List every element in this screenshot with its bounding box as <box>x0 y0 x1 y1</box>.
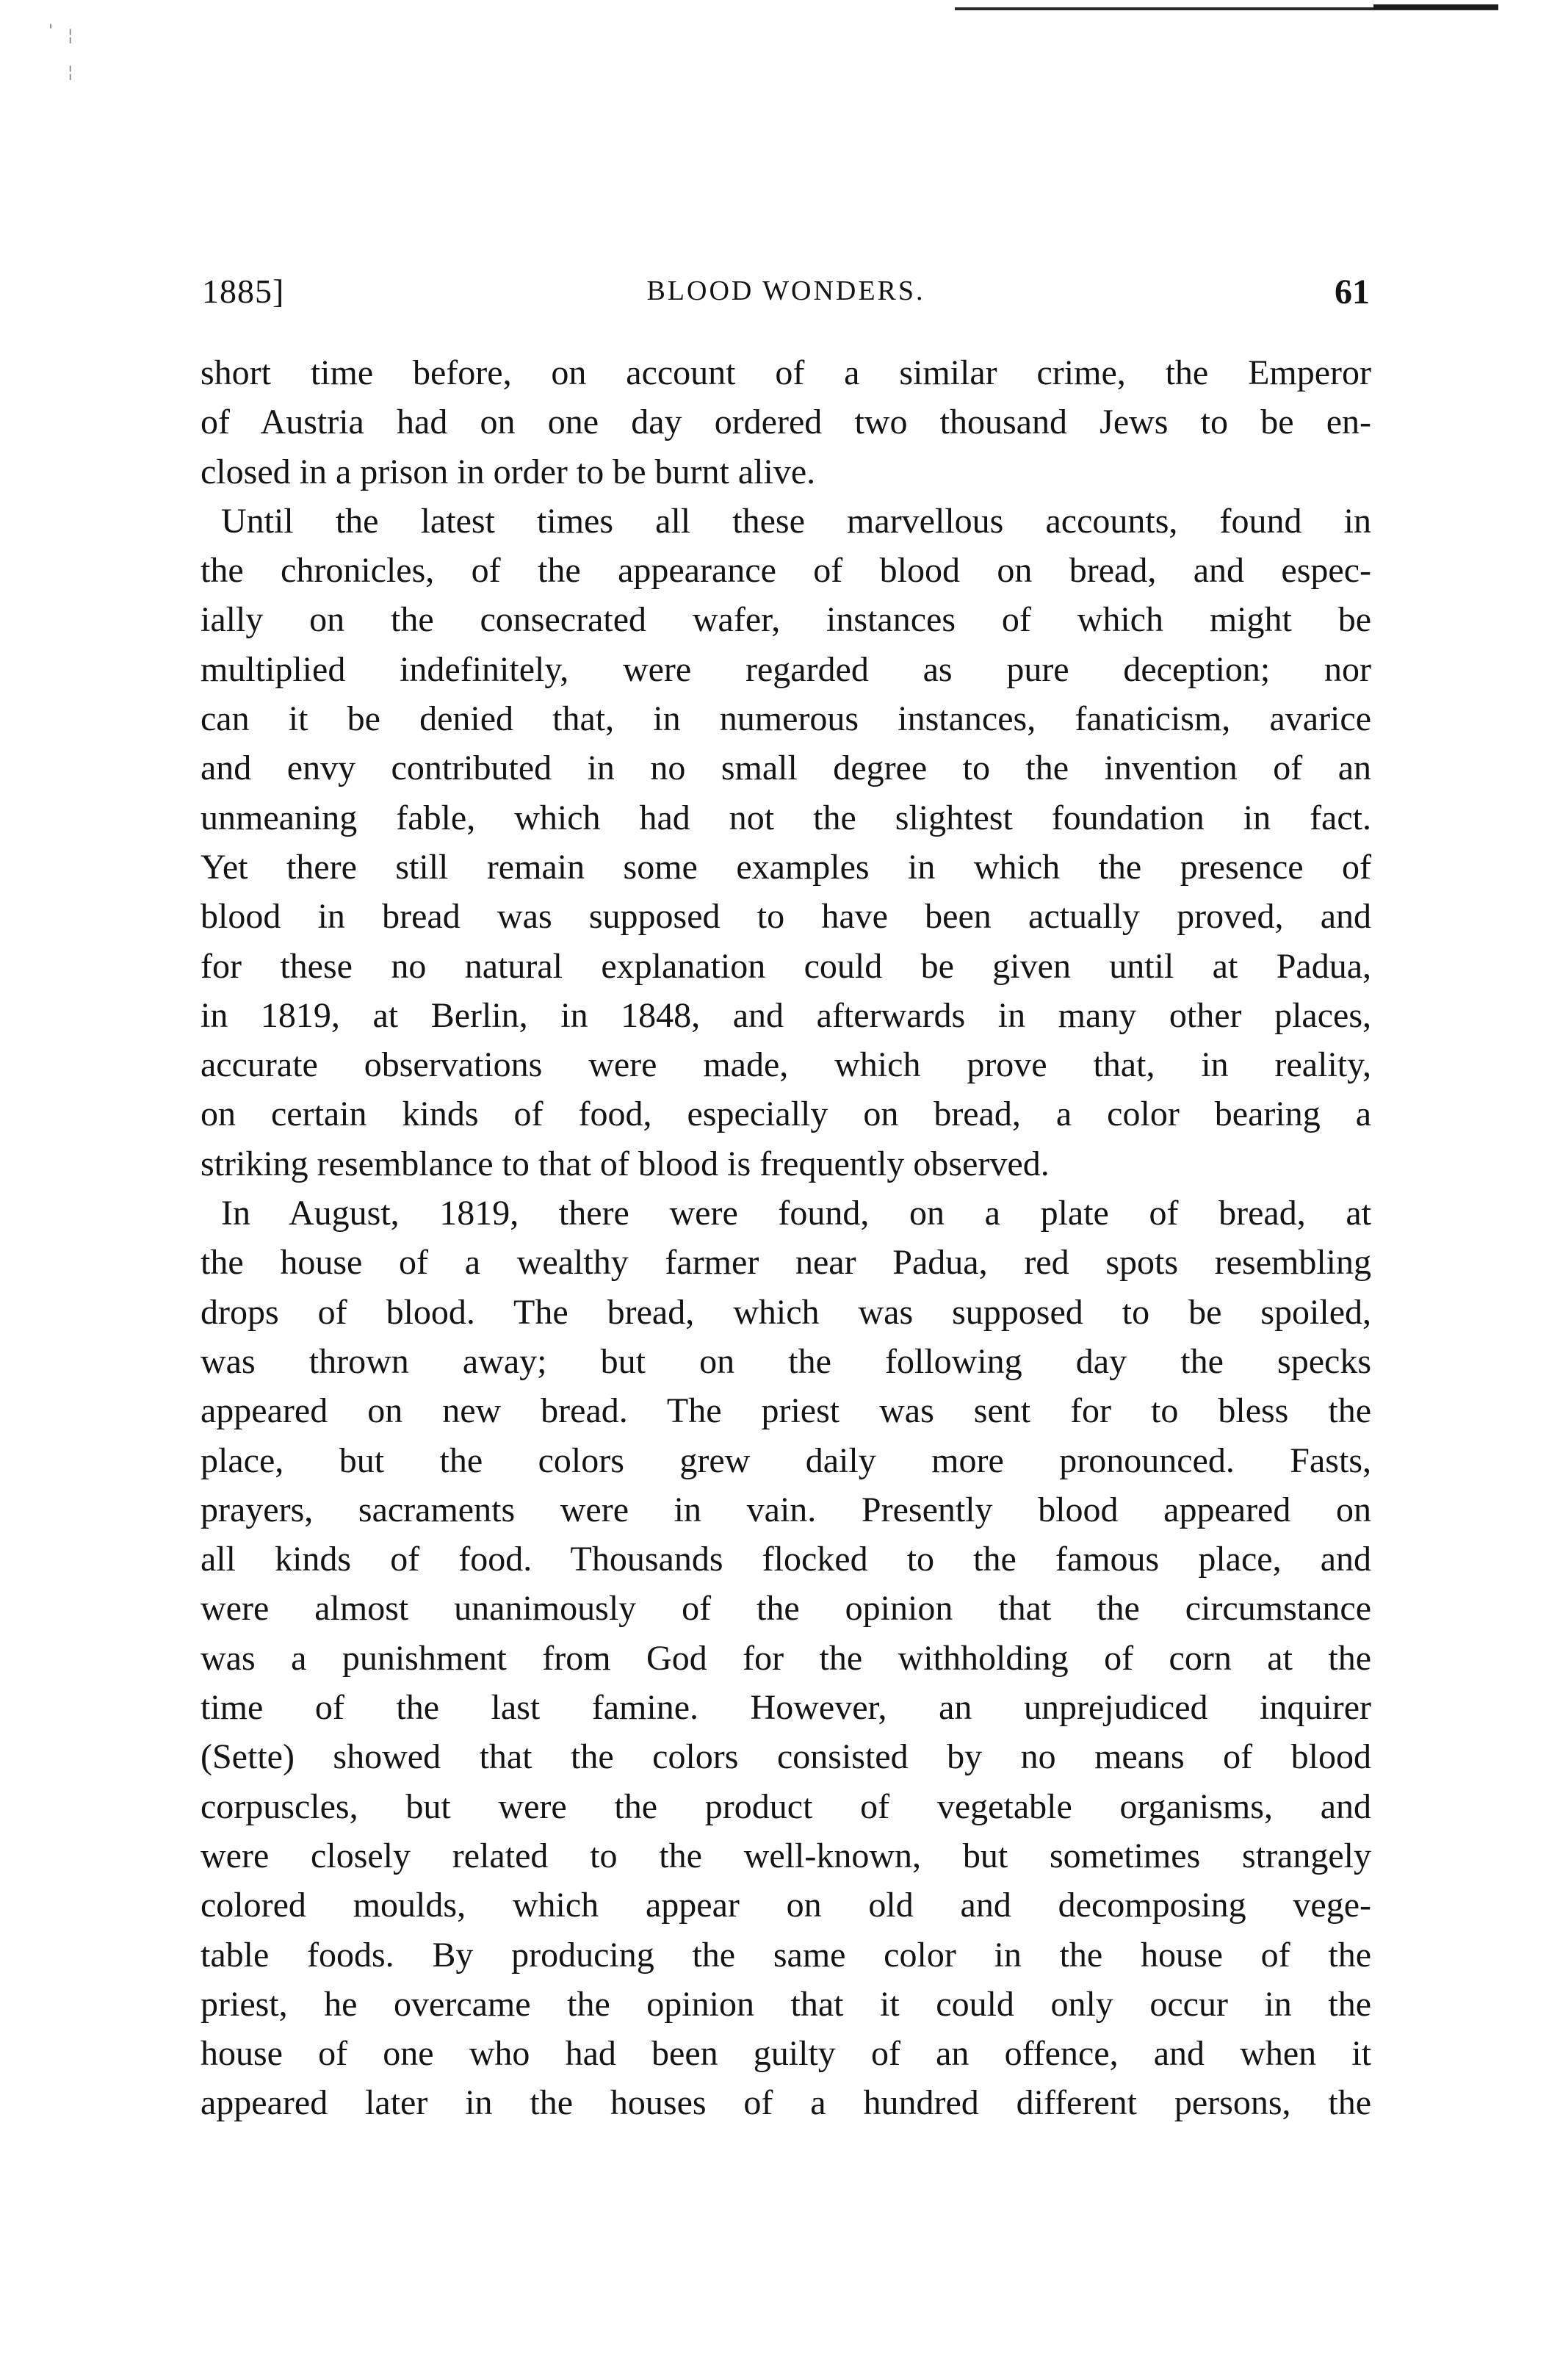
text-line: place, but the colors grew daily more pronounced. Fasts, <box>201 1440 1371 1480</box>
text-line: colored moulds, which appear on old and decomposing vege- <box>201 1886 1371 1925</box>
text-line: multiplied indefinitely, were regarded as pure deception; nor <box>201 649 1371 689</box>
text-line: (Sette) showed that the colors consisted by no means of blood <box>201 1737 1371 1777</box>
text-line: were almost unanimously of the opinion that the circumstance <box>201 1589 1371 1629</box>
text-line: short time before, on account of a similar crime, the Emperor <box>201 353 1371 392</box>
text-line: Yet there still remain some examples in which the presence of <box>201 847 1371 887</box>
text-line: ially on the consecrated wafer, instances of which might be <box>201 600 1371 640</box>
text-line: for these no natural explanation could be given until at Padua, <box>201 946 1371 986</box>
header-year: 1885] <box>202 273 285 310</box>
text-line: of Austria had on one day ordered two thousand Jews to be en- <box>201 403 1371 442</box>
text-line: priest, he overcame the opinion that it could only occur in the <box>201 1984 1371 2024</box>
text-line: house of one who had been guilty of an offence, and when it <box>201 2034 1371 2074</box>
text-line: all kinds of food. Thousands flocked to the famous place, and <box>201 1540 1371 1579</box>
text-line: was thrown away; but on the following day the specks <box>201 1341 1371 1381</box>
text-line: time of the last famine. However, an unprejudiced inquirer <box>201 1688 1371 1728</box>
text-line: unmeaning fable, which had not the slightest foundation in fact. <box>201 798 1371 837</box>
header-title: BLOOD WONDERS. <box>646 275 925 306</box>
text-line: appeared on new bread. The priest was sent for to bless the <box>201 1391 1371 1431</box>
text-line: were closely related to the well-known, but sometimes strangely <box>201 1836 1371 1875</box>
text-line: accurate observations were made, which prove that, in reality, <box>201 1045 1371 1085</box>
text-line: was a punishment from God for the withholding of corn at the <box>201 1638 1371 1678</box>
text-line: table foods. By producing the same color in the house of the <box>201 1935 1371 1975</box>
text-line: and envy contributed in no small degree to the invention of an <box>201 749 1371 788</box>
scan-margin-mark: ¦ <box>68 63 73 82</box>
text-line: prayers, sacraments were in vain. Presently blood appeared on <box>201 1490 1371 1529</box>
text-line: In August, 1819, there were found, on a plate of bread, at <box>221 1194 1371 1233</box>
text-line: on certain kinds of food, especially on bread, a color bearing a <box>201 1095 1371 1134</box>
text-line: Until the latest times all these marvellous accounts, found in <box>221 501 1371 541</box>
text-line: blood in bread was supposed to have been actually proved, and <box>201 897 1371 937</box>
scan-margin-mark: ' <box>48 22 54 40</box>
text-line: corpuscles, but were the product of vegetable organisms, and <box>201 1786 1371 1826</box>
text-line: in 1819, at Berlin, in 1848, and afterwards in many other places, <box>201 995 1371 1035</box>
running-header <box>202 272 1370 316</box>
text-line: drops of blood. The bread, which was supposed to be spoiled, <box>201 1292 1371 1332</box>
text-line: the house of a wealthy farmer near Padua, red spots resembling <box>201 1243 1371 1283</box>
body-text <box>201 348 1371 2128</box>
scan-margin-mark: ¦ <box>68 26 73 45</box>
text-line: the chronicles, of the appearance of blood on bread, and espec- <box>201 551 1371 591</box>
top-scan-rule-thick <box>1373 4 1498 9</box>
page-number: 61 <box>1335 273 1370 311</box>
text-line: appeared later in the houses of a hundred different persons, the <box>201 2083 1371 2123</box>
text-line: closed in a prison in order to be burnt alive. <box>201 452 816 491</box>
text-line: can it be denied that, in numerous instances, fanaticism, avarice <box>201 699 1371 739</box>
text-line: striking resemblance to that of blood is frequently observed. <box>201 1144 1050 1183</box>
